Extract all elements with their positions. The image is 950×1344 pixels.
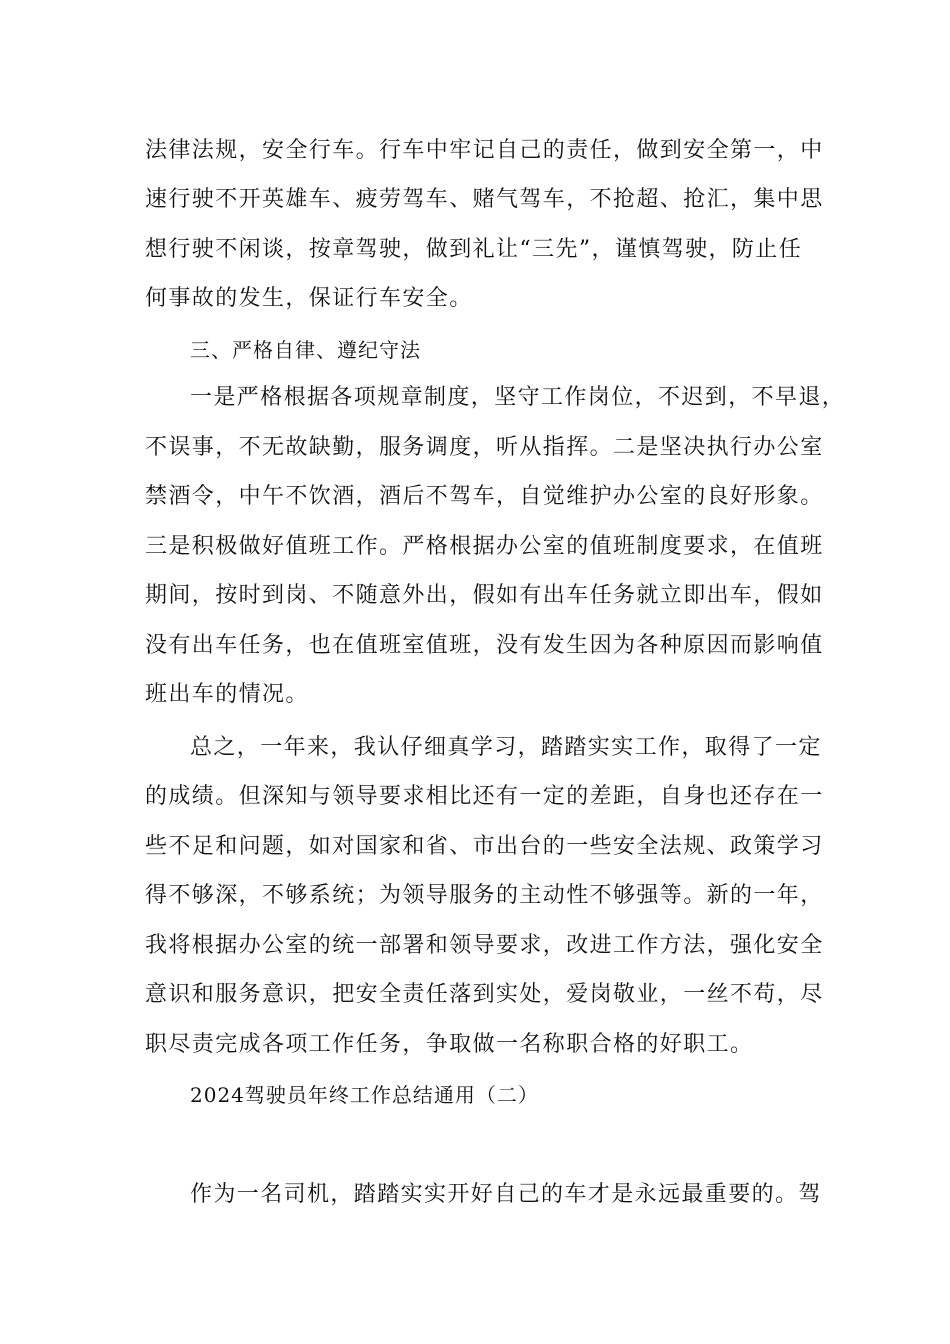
paragraph-first-line: 作为一名司机，踏踏实实开好自己的车才是永远最重要的。驾: [190, 1182, 822, 1207]
paragraph-first-line: 总之，一年来，我认仔细真学习，踏踏实实工作，取得了一定: [190, 735, 822, 760]
paragraph-first-line: 一是严格根据各项规章制度，坚守工作岗位，不迟到，不早退，: [190, 385, 846, 410]
body-text-line: 得不够深，不够系统；为领导服务的主动性不够强等。新的一年，: [145, 883, 824, 908]
body-text-line: 法律法规，安全行车。行车中牢记自己的责任，做到安全第一，中: [145, 138, 824, 163]
body-text-line: 期间，按时到岗、不随意外出，假如有出车任务就立即出车，假如: [145, 583, 824, 608]
section-heading: 2024驾驶员年终工作总结通用（二）: [190, 1083, 539, 1107]
body-text-line: 意识和服务意识，把安全责任落到实处，爱岗敬业，一丝不苟，尽: [145, 982, 824, 1007]
body-text-line: 何事故的发生，保证行车安全。: [145, 286, 473, 311]
body-text-line: 想行驶不闲谈，按章驾驶，做到礼让“三先”，谨慎驾驶，防止任: [145, 237, 803, 262]
body-text-line: 没有出车任务，也在值班室值班，没有发生因为各种原因而影响值: [145, 633, 824, 658]
body-text-line: 三是积极做好值班工作。严格根据办公室的值班制度要求，在值班: [145, 534, 824, 559]
body-text-line: 的成绩。但深知与领导要求相比还有一定的差距，自身也还存在一: [145, 784, 824, 809]
body-text-line: 班出车的情况。: [145, 682, 309, 707]
body-text-line: 些不足和问题，如对国家和省、市出台的一些安全法规、政策学习: [145, 834, 824, 859]
body-text-line: 我将根据办公室的统一部署和领导要求，改进工作方法，强化安全: [145, 933, 824, 958]
body-text-line: 不误事，不无故缺勤，服务调度，听从指挥。二是坚决执行办公室: [145, 435, 824, 460]
body-text-line: 速行驶不开英雄车、疲劳驾车、赌气驾车，不抢超、抢汇，集中思: [145, 187, 824, 212]
body-text-line: 职尽责完成各项工作任务，争取做一名称职合格的好职工。: [145, 1032, 754, 1057]
section-heading: 三、严格自律、遵纪守法: [190, 338, 421, 362]
body-text-line: 禁酒令，中午不饮酒，酒后不驾车，自觉维护办公室的良好形象。: [145, 484, 824, 509]
